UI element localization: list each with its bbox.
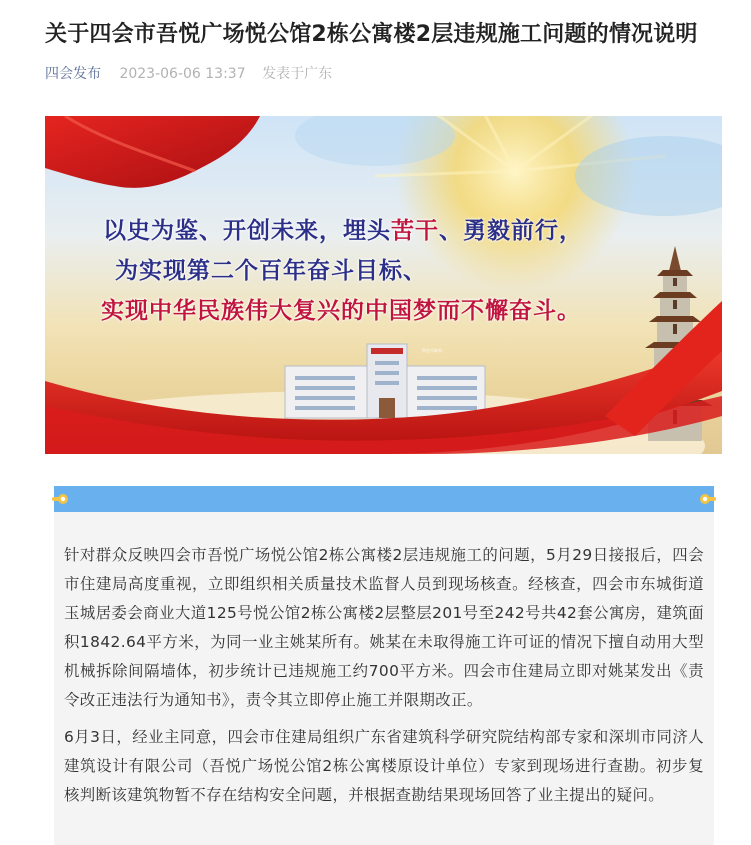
- banner-image: [45, 116, 722, 454]
- publish-date: 2023-06-06 13:37: [119, 66, 246, 82]
- account-name-link[interactable]: 四会发布: [45, 66, 101, 82]
- article-meta: [45, 64, 332, 84]
- pin-left-icon: [52, 493, 68, 505]
- slogan-line-1: 以史为鉴、开创未来，埋头苦干、勇毅前行，: [103, 218, 583, 244]
- publish-location: 发表于广东: [262, 66, 333, 82]
- pin-right-icon: [700, 493, 716, 505]
- slogan-line-2: 为实现第二个百年奋斗目标、: [115, 258, 427, 284]
- paragraph-2: 6月3日，经业主同意，四会市住建局组织广东省建筑科学研究院结构部专家和深圳市同济人建筑设计有限公司（吾悦广场悦公馆2栋公寓楼原设计单位）专家到现场进行查勘。初步复核判断该建筑物暂不存在结构安全问题，并根据查勘结果现场回答了业主提出的疑问。: [64, 728, 704, 804]
- government-building: [285, 344, 485, 418]
- article-title: 关于四会市吾悦广场悦公馆2栋公寓楼2层违规施工问题的情况说明: [45, 22, 698, 47]
- paragraph-1: 针对群众反映四会市吾悦广场悦公馆2栋公寓楼2层违规施工的问题，5月29日接报后，四会市住建局高度重视，立即组织相关质量技术监督人员到现场核查。经核查，四会市东城街道玉城居委会商业大道125号悦公馆2栋公寓楼2层整层201号至242号共42套公寓房，建筑面积1842.64平方米，为同一业主姚某所有。姚某在未取得施工许可证的情况下擅自动用大型机械拆除间隔墙体，初步统计已违规施工约700平方米。四会市住建局立即对姚某发出《责令改正违法行为通知书》，责令其立即停止施工并限期改正。: [64, 546, 704, 709]
- card-header-bar: [54, 486, 714, 512]
- content-card: [54, 486, 714, 845]
- red-flag: [45, 116, 260, 188]
- slogan-line-3: 实现中华民族伟大复兴的中国梦而不懈奋斗。: [101, 298, 581, 324]
- building-sign: 四会市政府: [422, 348, 442, 353]
